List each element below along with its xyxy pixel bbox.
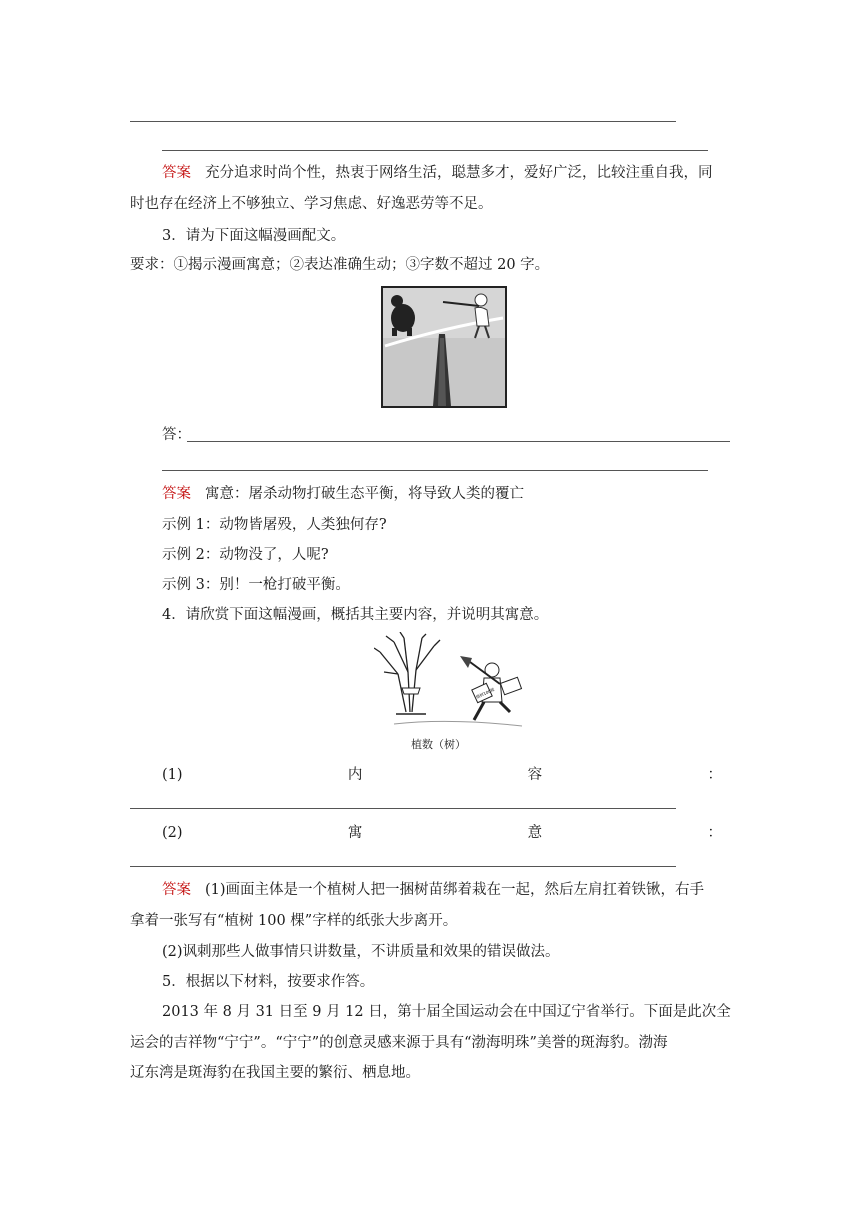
answer-line [130,808,676,809]
q2-answer-line2: 时也存在经济上不够独立、学习焦虑、好逸恶劳等不足。 [130,196,493,212]
q4-answer-line2: 拿着一张写有“植树 100 棵”字样的纸张大步离开。 [130,913,458,929]
cartoon-caption: 植数（树） [411,738,466,751]
q4-answer-line1: 答案 (1)画面主体是一个植树人把一捆树苗绑着栽在一起，然后左肩扛着铁锹，右手 [162,882,705,898]
q4-blank-1-label: (1) 内 容 ： [162,767,722,783]
tree-planting-cartoon-drawing [374,632,524,732]
q3-example-2: 示例 2：动物没了，人呢? [162,547,329,563]
tree-planting-cartoon-image [374,632,524,732]
hunter-cartoon-image [381,286,507,408]
answer-tag: 答案 [162,165,191,181]
q5-title: 5．根据以下材料，按要求作答。 [162,974,375,990]
q3-example-1: 示例 1：动物皆屠殁，人类独何存? [162,517,387,533]
q3-title: 3．请为下面这幅漫画配文。 [162,228,346,244]
answer-line [162,470,708,471]
answer-line [162,150,708,151]
q2-answer-line1: 答案 充分追求时尚个性，热衷于网络生活，聪慧多才，爱好广泛，比较注重自我，同 [162,165,713,181]
answer-tag: 答案 [162,486,191,502]
answer-line [130,866,676,867]
q3-answer-line: 答案 寓意：屠杀动物打破生态平衡，将导致人类的覆亡 [162,486,524,502]
q3-example-3: 示例 3：别！一枪打破平衡。 [162,577,350,593]
answer-line [187,441,730,442]
q5-paragraph-line2: 运会的吉祥物“宁宁”。“宁宁”的创意灵感来源于具有“渤海明珠”美誉的斑海豹。渤海 [130,1035,668,1051]
answer-line [130,121,676,122]
q3-requirements: 要求：①揭示漫画寓意；②表达准确生动；③字数不超过 20 字。 [130,257,550,273]
q4-title: 4．请欣赏下面这幅漫画，概括其主要内容，并说明其寓意。 [162,607,549,623]
q4-answer-line3: (2)讽刺那些人做事情只讲数量，不讲质量和效果的错误做法。 [162,944,560,960]
q5-paragraph-line1: 2013 年 8 月 31 日至 9 月 12 日，第十届全国运动会在中国辽宁省举行。下面是此次全 [162,1004,731,1020]
sign-text: 植树100棵 [475,686,496,700]
hunter-cartoon-drawing [383,288,505,406]
q4-blank-2-label: (2) 寓 意 ： [162,825,722,841]
q5-paragraph-line3: 辽东湾是斑海豹在我国主要的繁衍、栖息地。 [130,1065,420,1081]
q3-answer-prefix: 答： [162,427,191,443]
answer-tag: 答案 [162,882,191,898]
